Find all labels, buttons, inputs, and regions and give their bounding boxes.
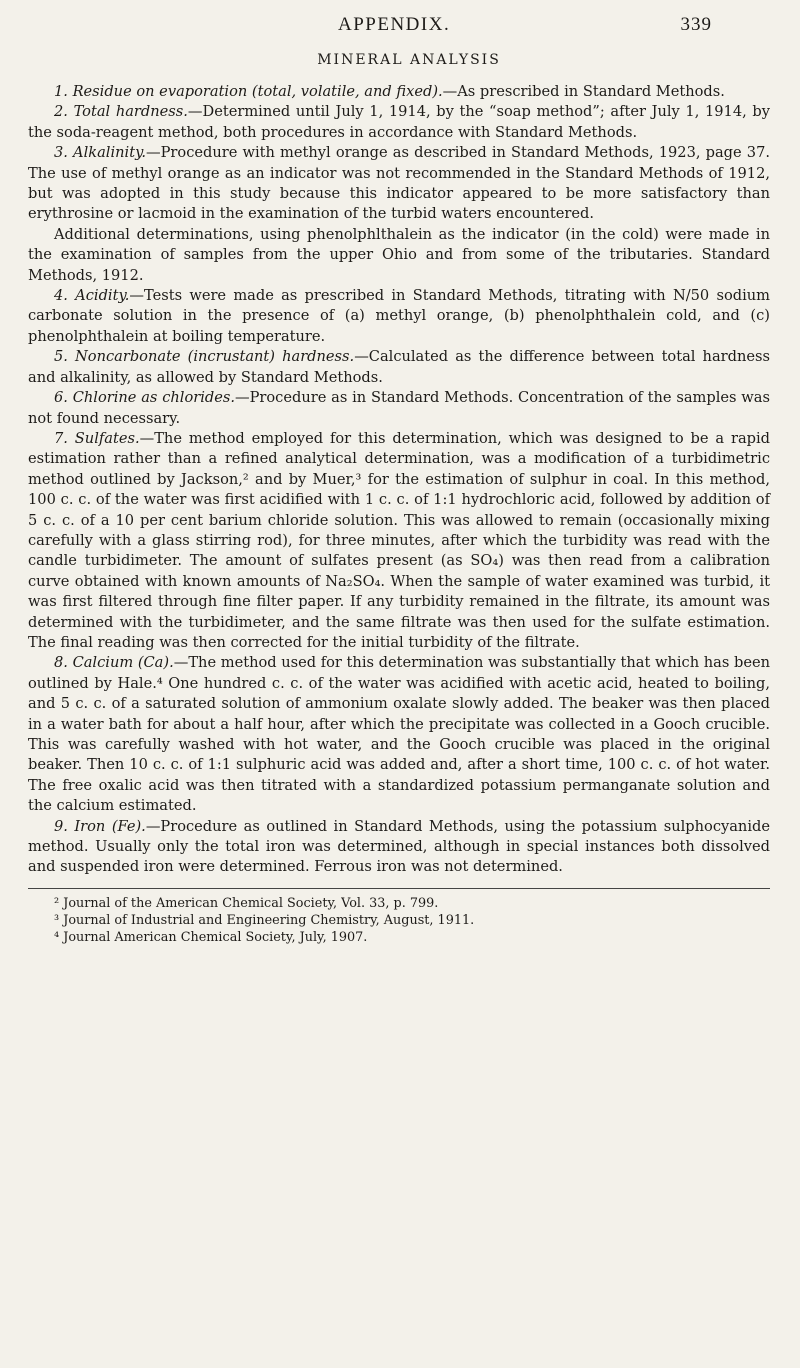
paragraph-calcium — [28, 653, 770, 816]
paragraph-lead: 2. Total hardness. — [54, 103, 188, 121]
paragraph-residue — [28, 82, 770, 102]
paragraph-total-hardness — [28, 102, 770, 143]
paragraph-body: —Procedure with methyl orange as described in Standard Methods, 1923, page 37. The use of methyl orange as an indicator was not recommended in the Standard Methods of 1912, but was adopted in this study because this indicator appeared to be more satisfactory than erythrosine or lacmoid in the examination of the turbid waters encountered. — [28, 144, 770, 223]
paragraph-lead: 6. Chlorine as chlorides. — [54, 389, 235, 407]
paragraph-body: —The method used for this determination was substantially that which has been outlined by Hale.⁴ One hundred c. c. of the water was acidified with acetic acid, heated to boiling, and 5 c. c. of a saturated solution of ammonium oxalate slowly added. The beaker was then placed in a water bath for about a half hour, after which the precipitate was collected in a Gooch crucible. This was carefully washed with hot water, and the Gooch crucible was placed in the original beaker. Then 10 c. c. of 1:1 sulphuric acid was added and, after a short time, 100 c. c. of hot water. The free oxalic acid was then titrated with a standardized potassium permanganate solution and the calcium estimated. — [28, 654, 770, 815]
paragraph-body: —Procedure as outlined in Standard Methods, using the potassium sulphocyanide method. Usually only the total iron was determined, although in special instances both dissolved and suspended iron were determined. Ferrous iron was not determined. — [28, 817, 770, 876]
paragraph-sulfates — [28, 429, 770, 653]
paragraph-lead: 9. Iron (Fe). — [54, 817, 146, 835]
paragraph-alkalinity — [28, 143, 770, 225]
paragraph-iron — [28, 817, 770, 878]
footnotes — [28, 895, 770, 946]
paragraph-lead: 7. Sulfates. — [54, 429, 140, 447]
paragraph-lead: 1. Residue on evaporation (total, volatile, and fixed). — [54, 83, 443, 100]
paragraph-body: —As prescribed in Standard Methods. — [442, 83, 725, 100]
footnote: ² Journal of the American Chemical Society, Vol. 33, p. 799. — [54, 895, 439, 911]
paragraph-body: Additional determinations, using phenolphlthalein as the indicator (in the cold) were made in the examination of samples from the upper Ohio and from some of the tributaries. Standard Methods, 1912. — [28, 225, 770, 284]
paragraph-lead: 8. Calcium (Ca). — [54, 654, 174, 672]
page-number: 339 — [680, 14, 712, 35]
paragraph-body: —The method employed for this determination, which was designed to be a rapid estimation rather than a refined analytical determination, was a modification of a turbidimetric method outlined by Jackson,² and by Muer,³ for the estimation of sulphur in coal. In this method, 100 c. c. of the water was first acidified with 1 c. c. of 1:1 hydrochloric acid, followed by addition of 5 c. c. of a 10 per cent barium chloride solution. This was allowed to remain (occasionally mixing carefully with a glass stirring rod), for three minutes, after which the turbidity was read with the candle turbidimeter. The amount of sulfates present (as SO₄) was then read from a calibration curve obtained with known amounts of Na₂SO₄. When the sample of water examined was turbid, it was first filtered through fine filter paper. If any turbidity remained in the filtrate, its amount was determined with the turbidimeter, and the same filtrate was then used for the sulfate estimation. The final reading was then corrected for the initial turbidity of the filtrate. — [28, 429, 770, 651]
paragraph-lead: 3. Alkalinity. — [54, 144, 147, 162]
paragraph-noncarbonate — [28, 347, 770, 388]
paragraph-body: —Calculated as the difference between total hardness and alkalinity, as allowed by Standard Methods. — [28, 348, 770, 386]
paragraph-lead: 5. Noncarbonate (incrustant) hardness. — [54, 348, 355, 366]
paragraph-body: —Determined until July 1, 1914, by the “soap method”; after July 1, 1914, by the soda-reagent method, both procedures in accordance with Standard Methods. — [28, 103, 770, 141]
paragraph-body: —Procedure as in Standard Methods. Concentration of the samples was not found necessary. — [28, 389, 770, 427]
section-title: MINERAL ANALYSIS — [317, 52, 501, 68]
paragraph-body: —Tests were made as prescribed in Standard Methods, titrating with N/50 sodium carbonate solution in the presence of (a) methyl orange, (b) phenolphthalein cold, and (c) phenolphthalein at boiling temperature. — [28, 287, 770, 345]
running-head — [28, 0, 770, 48]
body-text — [28, 82, 770, 878]
paragraph-lead: 4. Acidity. — [54, 287, 130, 305]
paragraph-acidity — [28, 286, 770, 347]
running-title: APPENDIX. — [338, 14, 451, 35]
footnote-divider — [28, 888, 770, 889]
footnote: ³ Journal of Industrial and Engineering Chemistry, August, 1911. — [54, 912, 475, 928]
paragraph-additional — [28, 225, 770, 286]
paragraph-chlorine — [28, 388, 770, 429]
footnote: ⁴ Journal American Chemical Society, July, 1907. — [54, 929, 368, 945]
book-page — [28, 0, 770, 946]
